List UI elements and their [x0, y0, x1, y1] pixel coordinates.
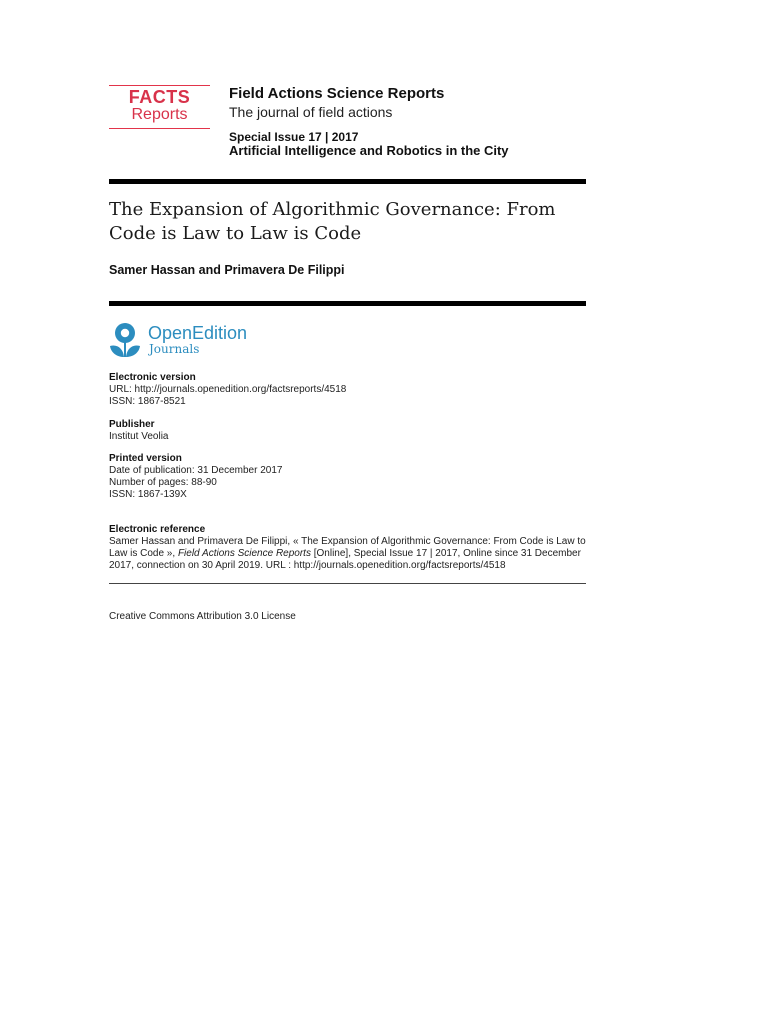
electronic-version-issn: ISSN: 1867-8521	[109, 396, 186, 407]
journal-tagline: The journal of field actions	[229, 104, 393, 120]
citation-journal-name: Field Actions Science Reports	[177, 548, 311, 559]
logo-line-facts: FACTS	[128, 87, 191, 107]
journals-wordmark: Journals	[149, 342, 200, 356]
electronic-reference-heading: Electronic reference	[109, 524, 206, 535]
electronic-version-section	[109, 372, 586, 408]
openedition-journals-logo	[109, 322, 269, 362]
publication-date: Date of publication: 31 December 2017	[109, 465, 283, 476]
citation-part-1: Samer Hassan and Primavera De Filippi, « The Expansion of Algorithmic Governance: From Code is Law to Law is Code »,	[109, 536, 586, 559]
facts-reports-logo	[109, 85, 210, 129]
citation-part-2: [Online], Special Issue 17 | 2017, Online since 31 December 2017, connection on 30 April 2019. URL : http://journals.openedition.org/factsreports/4518	[109, 548, 581, 571]
issue-theme: Artificial Intelligence and Robotics in the City	[229, 143, 509, 158]
article-title: The Expansion of Algorithmic Governance: From Code is Law to Law is Code	[109, 199, 556, 244]
printed-version-section	[109, 453, 586, 501]
license-text[interactable]: Creative Commons Attribution 3.0 License	[109, 611, 296, 622]
printed-version-heading: Printed version	[109, 453, 182, 464]
publisher-name: Institut Veolia	[109, 431, 169, 442]
electronic-version-url[interactable]: URL: http://journals.openedition.org/factsreports/4518	[109, 384, 347, 395]
article-authors: Samer Hassan and Primavera De Filippi	[109, 263, 345, 277]
printed-issn: ISSN: 1867-139X	[109, 489, 187, 500]
journal-name: Field Actions Science Reports	[229, 85, 445, 102]
logo-line-reports: Reports	[131, 106, 188, 123]
openedition-wordmark: OpenEdition	[148, 323, 248, 343]
reference-divider	[109, 583, 586, 584]
openedition-flower-icon	[109, 322, 143, 360]
electronic-reference-section	[109, 524, 586, 572]
citation-text	[109, 536, 586, 572]
page-count: Number of pages: 88-90	[109, 477, 217, 488]
electronic-version-heading: Electronic version	[109, 372, 196, 383]
article-divider	[109, 301, 586, 306]
publisher-heading: Publisher	[109, 419, 155, 430]
publisher-section	[109, 419, 586, 443]
issue-label: Special Issue 17 | 2017	[229, 130, 359, 144]
top-divider	[109, 179, 586, 184]
